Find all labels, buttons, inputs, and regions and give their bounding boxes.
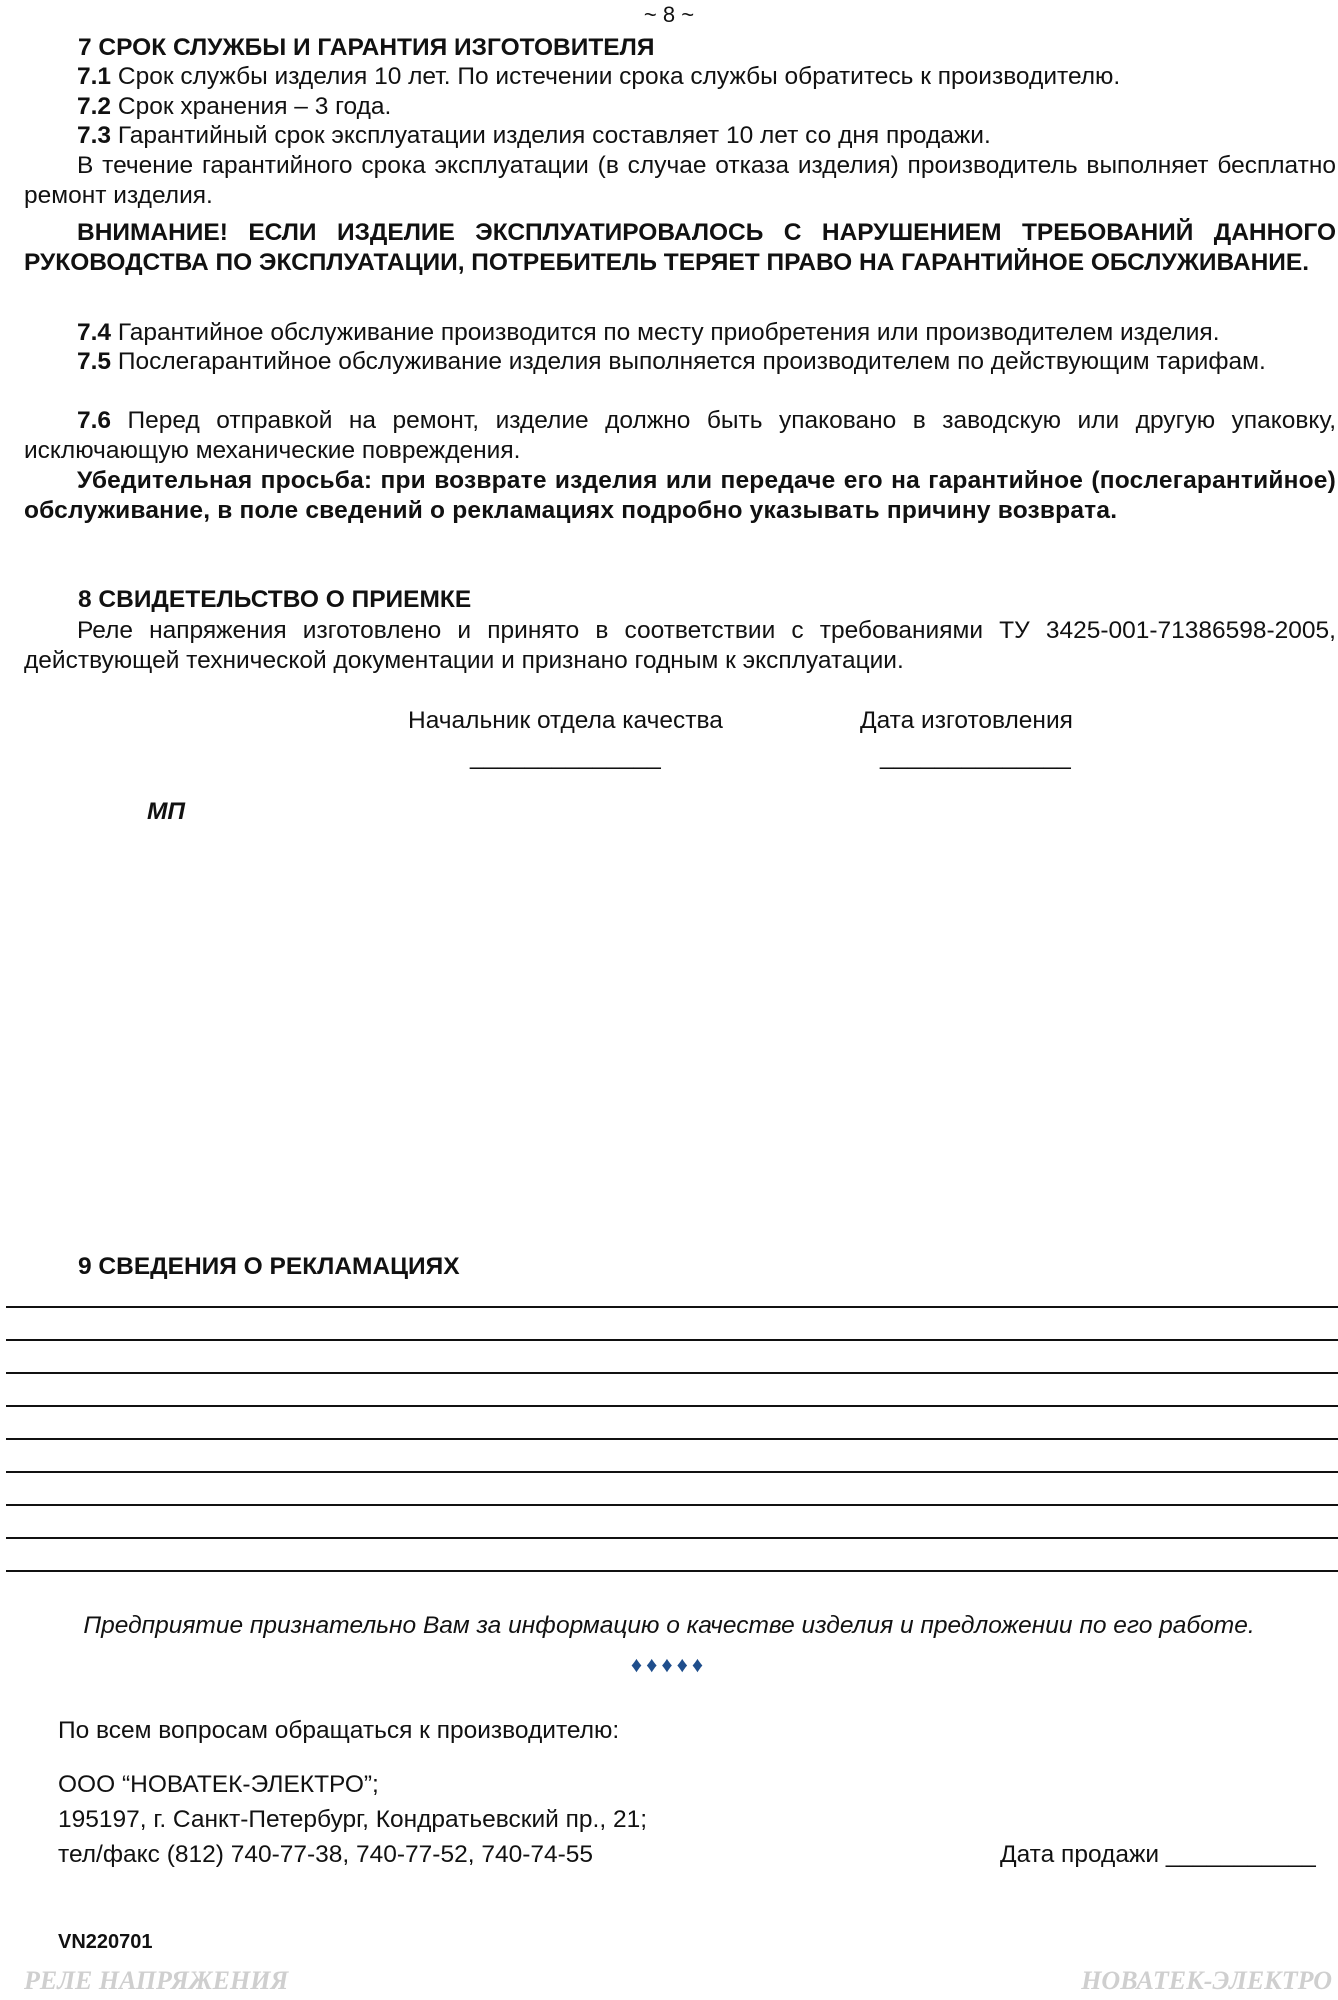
- sale-date-label: Дата продажи: [1000, 1841, 1160, 1868]
- footer-company-name: НОВАТЕК-ЭЛЕКТРО: [1081, 1966, 1332, 1995]
- claims-line: [6, 1405, 1338, 1407]
- warranty-paragraph: В течение гарантийного срока эксплуатации (в случае отказа изделия) производитель выполняет бесплатно ремонт изделия.: [24, 152, 1336, 209]
- item-number: 7.1: [77, 63, 112, 90]
- item-number: 7.6: [77, 407, 112, 434]
- manufacture-date-label: Дата изготовления: [860, 707, 1073, 734]
- page-number: ~ 8 ~: [643, 2, 695, 27]
- quality-chief-label: Начальник отдела качества: [408, 707, 723, 734]
- claims-line: [6, 1438, 1338, 1440]
- item-number: 7.3: [77, 122, 112, 149]
- item-number: 7.2: [77, 93, 112, 120]
- claims-line: [6, 1471, 1338, 1473]
- claims-line: [6, 1537, 1338, 1539]
- item-number: 7.4: [77, 319, 112, 346]
- item-number: 7.5: [77, 348, 112, 375]
- contact-company: ООО “НОВАТЕК-ЭЛЕКТРО”;: [58, 1771, 379, 1798]
- contact-phone: тел/факс (812) 740-77-38, 740-77-52, 740-74-55: [58, 1841, 594, 1868]
- item-7-3: [24, 121, 1336, 151]
- thanks-note: Предприятие признательно Вам за информацию о качестве изделия и предложении по его работе.: [83, 1612, 1255, 1639]
- acceptance-text: Реле напряжения изготовлено и принято в соответствии с требованиями ТУ 3425-001-71386598-2005, действующей технической документации и признано годным к эксплуатации.: [24, 617, 1336, 674]
- warning-paragraph: ВНИМАНИЕ! ЕСЛИ ИЗДЕЛИЕ ЭКСПЛУАТИРОВАЛОСЬ С НАРУШЕНИЕМ ТРЕБОВАНИЙ ДАННОГО РУКОВОДСТВА ПО ЭКСПЛУАТАЦИИ, ПОТРЕБИТЕЛЬ ТЕРЯЕТ ПРАВО НА ГАРАНТИЙНОЕ ОБСЛУЖИВАНИЕ.: [24, 219, 1336, 276]
- item-7-2: [24, 92, 1336, 122]
- item-7-1: [24, 62, 1336, 92]
- footer-product-name: РЕЛЕ НАПРЯЖЕНИЯ: [24, 1966, 289, 1995]
- section-8-title: 8 СВИДЕТЕЛЬСТВО О ПРИЕМКЕ: [78, 586, 472, 613]
- item-text: Гарантийный срок эксплуатации изделия составляет 10 лет со дня продажи.: [111, 122, 991, 149]
- item-text: Перед отправкой на ремонт, изделие должно быть упаковано в заводскую или другую упаковку, исключающую механические повреждения.: [24, 407, 1336, 464]
- contact-address: 195197, г. Санкт-Петербург, Кондратьевский пр., 21;: [58, 1806, 648, 1833]
- item-7-4: [24, 318, 1336, 348]
- claims-line: [6, 1372, 1338, 1374]
- contact-intro: По всем вопросам обращаться к производителю:: [58, 1717, 620, 1744]
- claims-line: [6, 1306, 1338, 1308]
- item-text: Гарантийное обслуживание производится по месту приобретения или производителем изделия.: [111, 319, 1220, 346]
- item-7-5: [24, 347, 1336, 377]
- document-code: VN220701: [58, 1931, 153, 1953]
- section-7-title: 7 СРОК СЛУЖБЫ И ГАРАНТИЯ ИЗГОТОВИТЕЛЯ: [78, 34, 655, 61]
- item-7-6: [24, 406, 1336, 465]
- section-9-title: 9 СВЕДЕНИЯ О РЕКЛАМАЦИЯХ: [78, 1253, 460, 1280]
- item-text: Срок службы изделия 10 лет. По истечении срока службы обратитесь к производителю.: [111, 63, 1121, 90]
- claims-line: [6, 1339, 1338, 1341]
- claims-line: [6, 1570, 1338, 1572]
- request-paragraph: Убедительная просьба: при возврате изделия или передаче его на гарантийное (послегарантийное) обслуживание, в поле сведений о рекламациях подробно указывать причину возврата.: [24, 467, 1336, 524]
- manufacture-date-blank: ______________: [880, 743, 1071, 770]
- stamp-place-label: МП: [147, 798, 186, 825]
- item-text: Послегарантийное обслуживание изделия выполняется производителем по действующим тарифам.: [111, 348, 1266, 375]
- sale-date: [1000, 1840, 1316, 1870]
- quality-signature-blank: ______________: [470, 743, 661, 770]
- item-text: Срок хранения – 3 года.: [111, 93, 392, 120]
- sale-date-blank: ___________: [1165, 1841, 1316, 1868]
- claims-line: [6, 1504, 1338, 1506]
- diamond-separator-icon: ♦♦♦♦♦: [630, 1652, 708, 1677]
